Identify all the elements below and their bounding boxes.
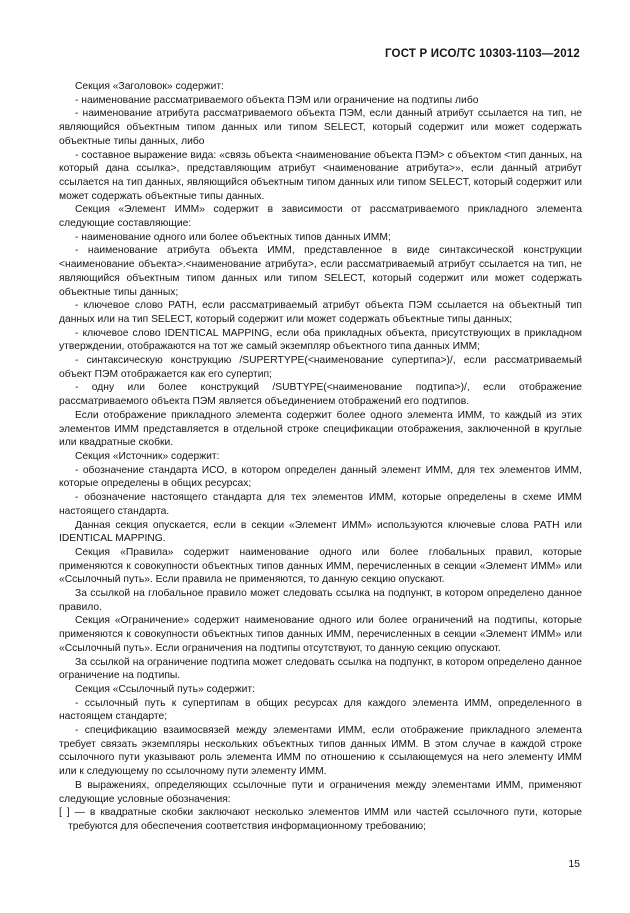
paragraph: - ссылочный путь к супертипам в общих ресурсах для каждого элемента ИММ, определенного в настоящем стандарте; (59, 697, 582, 723)
paragraph: - составное выражение вида: «связь объекта <наименование объекта ПЭМ> с объектом <тип данных, на который дана ссылка>, представляющим атрибут <наименование атрибута>», если данный атрибут ссылается на тип данных, являющийся объектным типом данных или типом SELECT, который содержит или может содержать объектные типы данных. (59, 149, 582, 202)
paragraph: Секция «Ограничение» содержит наименование одного или более ограничений на подтипы, которые применяются к совокупности объектных типов данных ИММ, перечисленных в секции «Элемент ИММ» или «Ссылочный путь». Если ограничения на подтипы отсутствуют, то данную секцию опускают. (59, 615, 582, 654)
document-body (59, 80, 582, 834)
paragraph: Если отображение прикладного элемента содержит более одного элемента ИММ, то каждый из этих элементов ИММ представляется в отдельной строке спецификации отображения, заключенной в круглые или квадратные скобки. (59, 409, 582, 449)
paragraph: Данная секция опускается, если в секции «Элемент ИММ» используются ключевые слова PATH или IDENTICAL MAPPING. (59, 519, 582, 545)
paragraph: - обозначение настоящего стандарта для тех элементов ИММ, которые определены в схеме ИММ настоящего стандарта. (59, 492, 582, 517)
paragraph: - наименование атрибута объекта ИММ, представленное в виде синтаксической конструкции <наименование объекта>.<наименование атрибута>, если рассматриваемый атрибут ссылается на тип, не являющийся объектным типом данных или типом SELECT, который содержит или может содержать объектные типы данных; (59, 245, 582, 298)
paragraph: Секция «Ссылочный путь» содержит: (75, 683, 255, 695)
paragraph: - спецификацию взаимосвязей между элементами ИММ, если отображение прикладного элемента требует связать экземпляры нескольких объектных типов данных ИММ. В этом случае в каждой строке ссылочного пути указывают роль элемента ИММ по отношению к ссылающемуся на него элементу ИММ или к следующему по ссылочному пути элементу ИММ. (59, 725, 582, 778)
paragraph: - обозначение стандарта ИСО, в котором определен данный элемент ИММ, для тех элементов ИММ, которые определены в общих ресурсах; (59, 464, 582, 490)
page-number: 15 (568, 858, 580, 870)
paragraph: Секция «Элемент ИММ» содержит в зависимости от рассматриваемого прикладного элемента следующие составляющие: (59, 204, 582, 230)
paragraph: Секция «Правила» содержит наименование одного или более глобальных правил, которые применяются к совокупности объектных типов данных ИММ, перечисленных в секции «Элемент ИММ» или «Ссылочный путь». Если правила не применяются, то данную секцию опускают. (59, 546, 582, 586)
paragraph: - наименование одного или более объектных типов данных ИММ; (75, 231, 391, 243)
paragraph: - синтаксическую конструкцию /SUPERTYPE(<наименование супертипа>)/, если рассматриваемый объект ПЭМ отображается как его супертип; (59, 355, 582, 380)
paragraph: - наименование атрибута рассматриваемого объекта ПЭМ, если данный атрибут ссылается на тип, не являющийся объектным типом данных или типом SELECT, который содержит или может содержать объектные типы данных, либо (59, 108, 582, 147)
paragraph: Секция «Источник» содержит: (75, 450, 220, 462)
paragraph: - наименование рассматриваемого объекта ПЭМ или ограничение на подтипы либо (75, 94, 479, 106)
paragraph: В выражениях, определяющих ссылочные пути и ограничения между элементами ИММ, применяют следующие условные обозначения: (59, 779, 582, 805)
paragraph: Секция «Заголовок» содержит: (75, 81, 224, 92)
paragraph: - ключевое слово PATH, если рассматриваемый атрибут объекта ПЭМ ссылается на объектный тип данных или на тип SELECT, который содержит или может содержать объектные типы данных; (59, 300, 582, 325)
paragraph: За ссылкой на ограничение подтипа может следовать ссылка на подпункт, в котором определено данное ограничение на подтипы. (59, 656, 582, 682)
notation-item: [ ] — в квадратные скобки заключают несколько элементов ИММ или частей ссылочного пути, которые требуются для обеспечения соответствия информационному требованию; (59, 807, 582, 832)
paragraph: - одну или более конструкций /SUBTYPE(<наименование подтипа>)/, если отображение рассматриваемого объекта ПЭМ является объединением отображений его подтипов. (59, 382, 582, 408)
paragraph: За ссылкой на глобальное правило может следовать ссылка на подпункт, в котором определено данное правило. (59, 588, 582, 613)
standard-header: ГОСТ Р ИСО/ТС 10303-1103—2012 (384, 48, 580, 60)
paragraph: - ключевое слово IDENTICAL MAPPING, если оба прикладных объекта, присутствующих в прикладном утверждении, отображаются на тот же самый экземпляр объектного типа данных ИММ; (59, 327, 582, 353)
